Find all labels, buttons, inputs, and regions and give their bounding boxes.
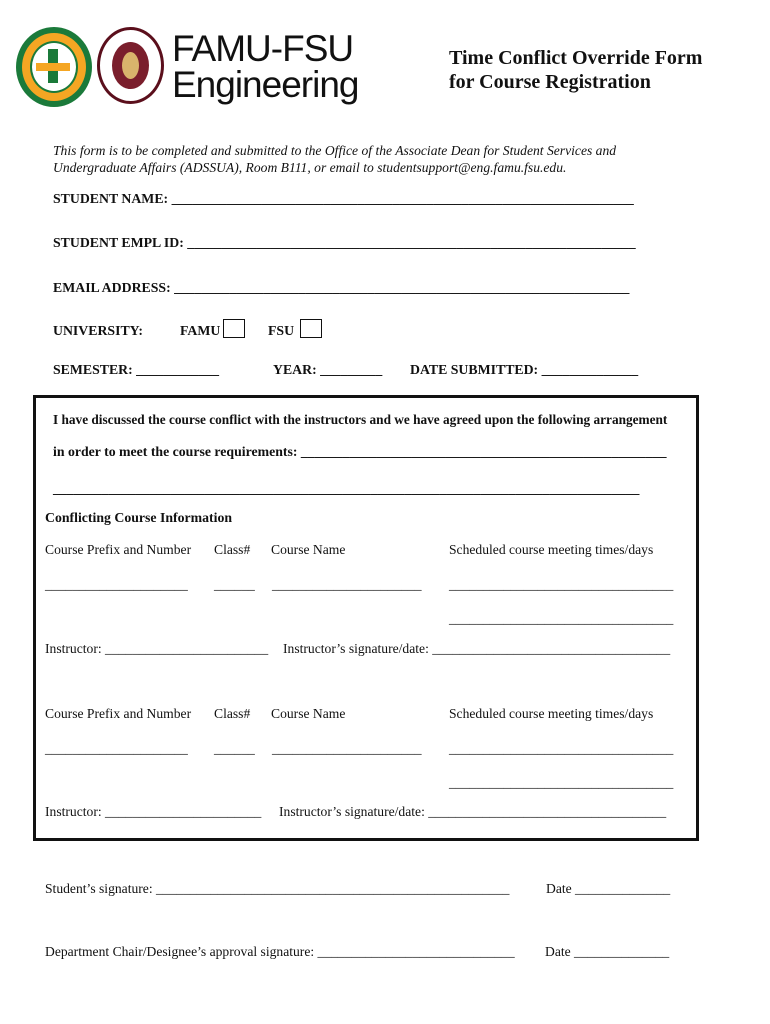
course1-times-field-line2[interactable]: _________________________________ bbox=[449, 611, 674, 626]
brand-subtitle: Engineering bbox=[172, 64, 359, 105]
course2-times-field-line2[interactable]: _________________________________ bbox=[449, 775, 674, 790]
semester-field[interactable]: SEMESTER: ____________ bbox=[53, 362, 219, 377]
brand-name: FAMU-FSU bbox=[172, 28, 354, 69]
famu-seal-band bbox=[36, 63, 70, 71]
col-course-name: Course Name bbox=[271, 542, 346, 557]
course1-name-field[interactable]: ______________________ bbox=[272, 577, 422, 592]
student-empl-id-field[interactable]: STUDENT EMPL ID: _________________________________________________________________ bbox=[53, 235, 636, 250]
fsu-seal-logo bbox=[97, 27, 164, 104]
instructor1-signature-field[interactable]: Instructor’s signature/date: ___________________________________ bbox=[283, 641, 671, 656]
course2-name-field[interactable]: ______________________ bbox=[272, 741, 422, 756]
agreement-statement: I have discussed the course conflict with the instructors and we have agreed upon the following arrangement bbox=[53, 412, 668, 427]
date-submitted-field[interactable]: DATE SUBMITTED: ______________ bbox=[410, 362, 639, 377]
email-address-field[interactable]: EMAIL ADDRESS: __________________________________________________________________ bbox=[53, 280, 630, 295]
intro-line2: Undergraduate Affairs (ADSSUA), Room B111, or email to studentsupport@eng.famu.fsu.edu. bbox=[53, 160, 567, 175]
col-course-name-2: Course Name bbox=[271, 706, 346, 721]
instructor2-signature-field[interactable]: Instructor’s signature/date: ___________________________________ bbox=[279, 804, 667, 819]
requirements-field[interactable]: in order to meet the course requirements: _____________________________________________________ bbox=[53, 444, 667, 459]
chair-signature-field[interactable]: Department Chair/Designee’s approval signature: _____________________________ bbox=[45, 944, 515, 959]
col-meeting-times: Scheduled course meeting times/days bbox=[449, 542, 654, 557]
col-class-number: Class# bbox=[214, 542, 251, 557]
university-label: UNIVERSITY: bbox=[53, 323, 143, 338]
fsu-seal-core bbox=[122, 52, 139, 79]
col-course-prefix: Course Prefix and Number bbox=[45, 542, 192, 557]
chair-date-field[interactable]: Date ______________ bbox=[545, 944, 670, 959]
famu-seal-logo bbox=[16, 27, 92, 107]
course2-times-field[interactable]: _________________________________ bbox=[449, 741, 674, 756]
form-title-line2: for Course Registration bbox=[449, 71, 651, 93]
requirements-field-line2[interactable]: _____________________________________________________________________________________ bbox=[53, 481, 640, 496]
famu-checkbox[interactable] bbox=[223, 319, 245, 338]
fsu-label: FSU bbox=[268, 323, 295, 338]
student-name-field[interactable]: STUDENT NAME: ___________________________________________________________________ bbox=[53, 191, 634, 206]
course2-prefix-field[interactable]: _____________________ bbox=[45, 741, 188, 756]
course1-class-field[interactable]: ______ bbox=[214, 577, 255, 592]
col-class-number-2: Class# bbox=[214, 706, 251, 721]
form-title-line1: Time Conflict Override Form bbox=[449, 47, 703, 69]
student-signature-field[interactable]: Student’s signature: ____________________________________________________ bbox=[45, 881, 510, 896]
col-course-prefix-2: Course Prefix and Number bbox=[45, 706, 192, 721]
course1-prefix-field[interactable]: _____________________ bbox=[45, 577, 188, 592]
year-field[interactable]: YEAR: _________ bbox=[273, 362, 383, 377]
course1-times-field[interactable]: _________________________________ bbox=[449, 577, 674, 592]
fsu-checkbox[interactable] bbox=[300, 319, 322, 338]
intro-line1: This form is to be completed and submitted to the Office of the Associate Dean for Student Services and bbox=[53, 143, 617, 158]
instructor1-field[interactable]: Instructor: ________________________ bbox=[45, 641, 269, 656]
col-meeting-times-2: Scheduled course meeting times/days bbox=[449, 706, 654, 721]
famu-label: FAMU bbox=[180, 323, 221, 338]
student-date-field[interactable]: Date ______________ bbox=[546, 881, 671, 896]
instructor2-field[interactable]: Instructor: _______________________ bbox=[45, 804, 262, 819]
course2-class-field[interactable]: ______ bbox=[214, 741, 255, 756]
conflicting-heading: Conflicting Course Information bbox=[45, 510, 233, 525]
